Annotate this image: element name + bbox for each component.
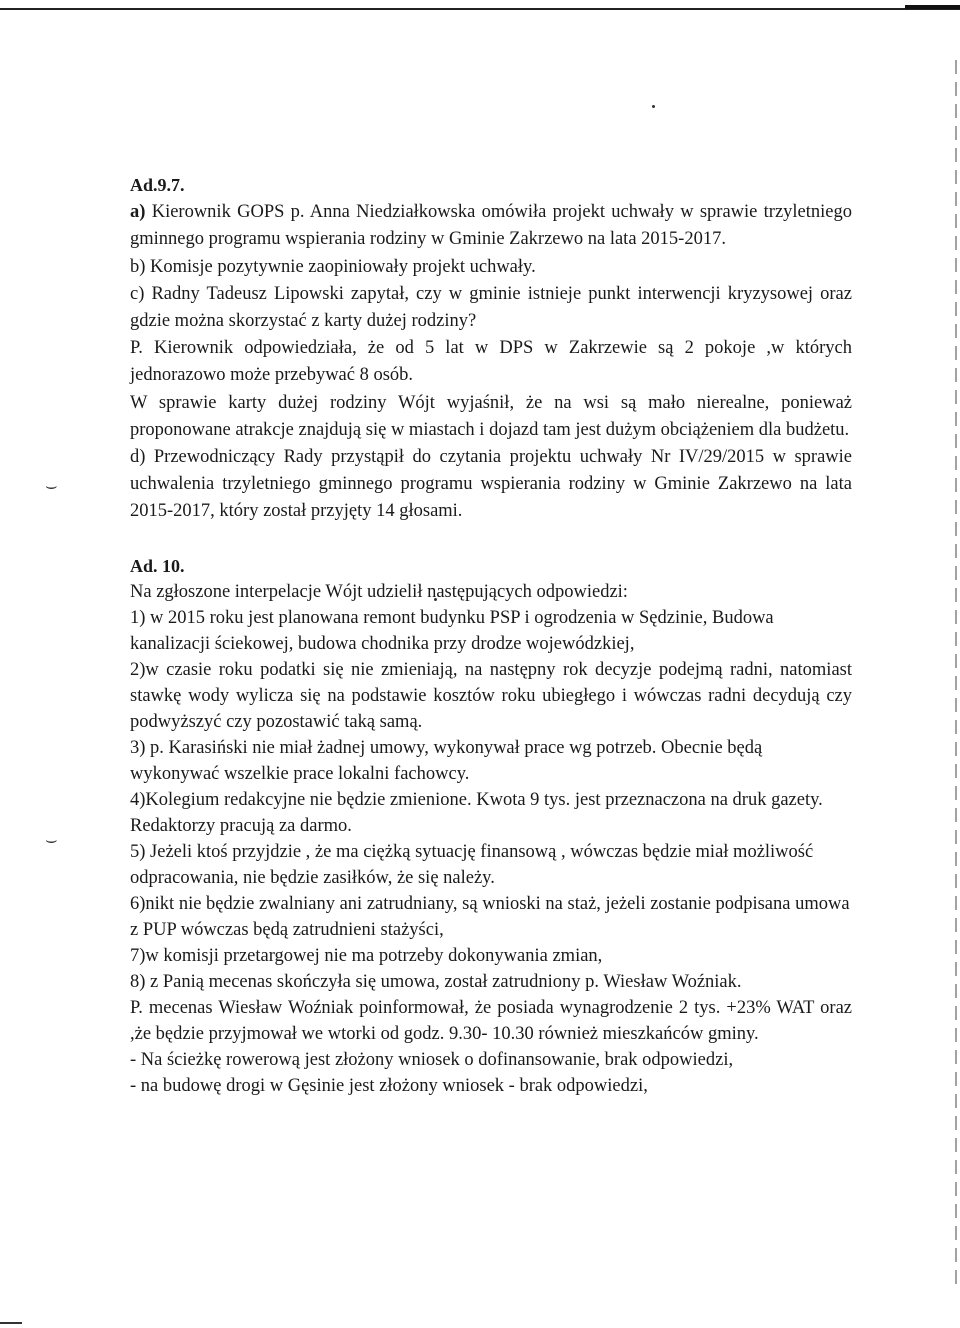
paragraph: c) Radny Tadeusz Lipowski zapytał, czy w gminie istnieje punkt interwencji kryzysowej oraz gdzie można skorzystać z karty dużej rodziny? [130,283,852,332]
paragraph: - na budowę drogi w Gęsinie jest złożony wniosek - brak odpowiedzi, [130,1075,648,1096]
paragraph-text: Kierownik GOPS p. Anna Niedziałkowska omówiła projekt uchwały w sprawie trzyletniego gminnego programu wspierania rodziny w Gminie Zakrzewo na lata 2015-2017. [130,202,853,250]
margin-tick-mark: ⌣ [44,476,58,495]
paragraph: 4)Kolegium redakcyjne nie będzie zmienione. Kwota 9 tys. jest przeznaczona na druk gazety. Redaktorzy pracują za darmo. [130,789,823,836]
section-ad-9-7 [130,172,852,526]
scan-bottom-dash [0,1322,22,1324]
paragraph: - Na ścieżkę rowerową jest złożony wniosek o dofinansowanie, brak odpowiedzi, [130,1049,734,1070]
paragraph: 1) w 2015 roku jest planowana remont budynku PSP i ogrodzenia w Sędzinie, Budowa kanalizacji ściekowej, budowa chodnika przy drodze wojewódzkiej, [130,607,774,654]
paragraph: d) Przewodniczący Rady przystąpił do czytania projektu uchwały Nr IV/29/2015 w sprawie uchwalenia trzyletniego gminnego programu wspierania rodziny w Gminie Zakrzewo na lata 2015-2017, który został przyjęty 14 głosami. [130,447,852,522]
paragraph: 2)w czasie roku podatki się nie zmieniają, na następny rok decyzje podejmą radni, natomiast stawkę wody wylicza się na podstawie kosztów roku ubiegłego i wówczas radni decydują czy podwyższyć czy pozostawić taką samą. [130,659,852,732]
scan-top-line [0,8,960,10]
paragraph [130,199,852,253]
section-heading: Ad. 10. [130,555,185,576]
paragraph: 3) p. Karasiński nie miał żadnej umowy, wykonywał prace wg potrzeb. Obecnie będą wykonywać wszelkie prace lokalni fachowcy. [130,737,763,784]
section-heading: Ad.9.7. [130,175,185,195]
paragraph: 7)w komisji przetargowej nie ma potrzeby dokonywania zmian, [130,945,603,966]
section-gap [130,526,852,553]
paragraph: W sprawie karty dużej rodziny Wójt wyjaśnił, że na wsi są mało nierealne, ponieważ proponowane atrakcje znajdują się w miastach i dojazd tam jest dużym obciążeniem dla budżetu. [130,392,852,440]
section-ad-10 [130,553,852,1099]
paragraph: P. Kierownik odpowiedziała, że od 5 lat w DPS w Zakrzewie są 2 pokoje ,w których jednorazowo może przebywać 8 osób. [130,338,852,386]
paragraph: P. mecenas Wiesław Woźniak poinformował, że posiada wynagrodzenie 2 tys. +23% WAT oraz ,że będzie przyjmował we wtorki od godz. 9.30- 10.30 również mieszkańców gminy. [130,997,852,1044]
paragraph: 6)nikt nie będzie zwalniany ani zatrudniany, są wnioski na staż, jeżeli zostanie podpisana umowa z PUP wówczas będą zatrudnieni stażyści, [130,893,850,940]
scan-speck [652,105,655,108]
scan-right-edge [955,60,957,1290]
margin-tick-mark: ⌣ [44,830,58,849]
paragraph: 8) z Panią mecenas skończyła się umowa, został zatrudniony p. Wiesław Woźniak. [130,971,742,992]
paragraph: b) Komisje pozytywnie zaopiniowały projekt uchwały. [130,256,536,277]
paragraph: 5) Jeżeli ktoś przyjdzie , że ma ciężką sytuację finansową , wówczas będzie miał możliwość odpracowania, nie będzie zasiłków, że się należy. [130,841,814,888]
document-page [130,172,852,1099]
paragraph: Na zgłoszone interpelacje Wójt udzielił następujących odpowiedzi: [130,581,628,602]
scan-top-line-thick [905,5,960,9]
item-marker: a) [130,202,146,223]
